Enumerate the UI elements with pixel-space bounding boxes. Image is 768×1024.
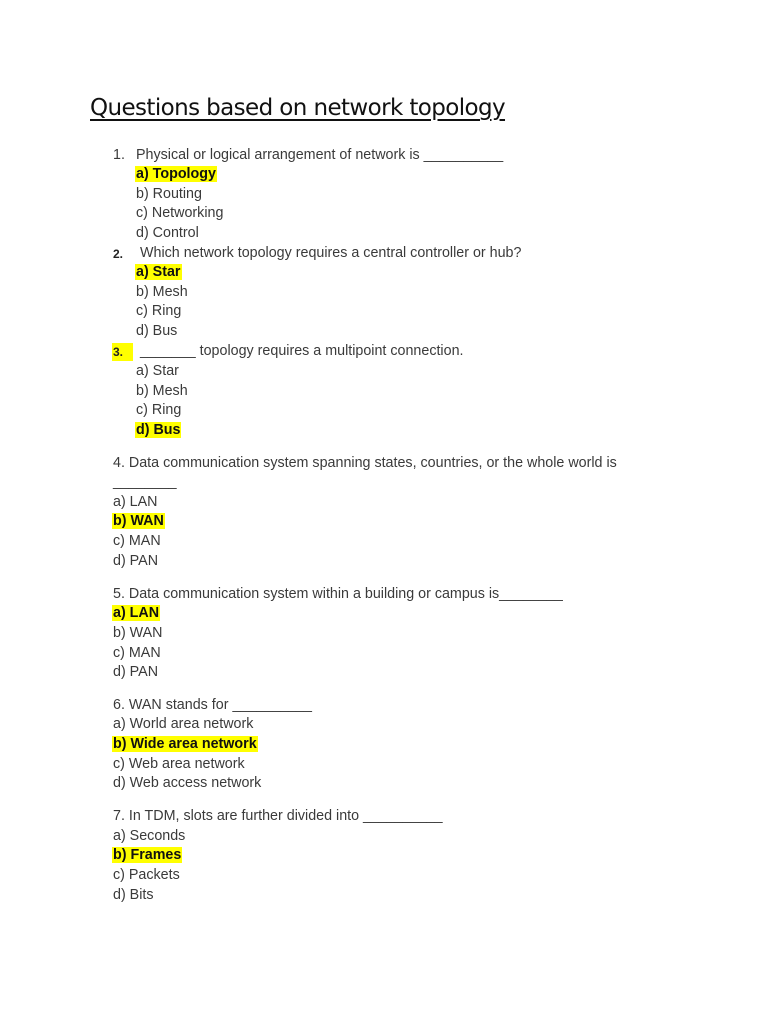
question-text: Physical or logical arrangement of network is __________: [136, 147, 504, 163]
answer-option: c) Web area network: [113, 756, 245, 772]
answer-option: c) Networking: [136, 205, 224, 221]
answer-option: a) Star: [136, 363, 179, 379]
answer-option-correct: b) WAN: [113, 513, 164, 529]
answer-option: d) Bus: [136, 323, 178, 339]
question-text: 5. Data communication system within a building or campus is________: [113, 586, 563, 602]
answer-option-correct: a) Star: [136, 264, 181, 280]
question-number: 3.: [112, 343, 133, 361]
answer-option: b) Routing: [136, 186, 202, 202]
answer-option: d) Bits: [113, 887, 154, 903]
answer-option: c) Ring: [136, 402, 182, 418]
answer-option: a) Seconds: [113, 828, 186, 844]
answer-option-correct: b) Frames: [113, 847, 182, 863]
answer-option: c) MAN: [113, 533, 161, 549]
question-blank: ________: [113, 474, 177, 490]
answer-option: b) Mesh: [136, 383, 188, 399]
question-text: Which network topology requires a central controller or hub?: [140, 245, 522, 261]
question-text: 4. Data communication system spanning states, countries, or the whole world is: [113, 455, 617, 471]
answer-option: d) PAN: [113, 664, 159, 680]
answer-option: c) Ring: [136, 303, 182, 319]
answer-option: d) PAN: [113, 553, 159, 569]
answer-option-correct: b) Wide area network: [113, 736, 257, 752]
question-number: 1.: [113, 147, 125, 163]
answer-option: d) Control: [136, 225, 199, 241]
answer-option: a) LAN: [113, 494, 158, 510]
answer-option-correct: a) Topology: [136, 166, 216, 182]
answer-option: c) Packets: [113, 867, 180, 883]
question-text: 7. In TDM, slots are further divided into __________: [113, 808, 443, 824]
answer-option: b) WAN: [113, 625, 163, 641]
answer-option: d) Web access network: [113, 775, 262, 791]
answer-option: a) World area network: [113, 716, 254, 732]
answer-option: b) Mesh: [136, 284, 188, 300]
answer-option-correct: a) LAN: [113, 605, 160, 621]
answer-option: c) MAN: [113, 645, 161, 661]
page-title: Questions based on network topology: [90, 95, 506, 121]
answer-option-correct: d) Bus: [136, 422, 181, 438]
question-number: 2.: [113, 247, 124, 261]
question-text: _______ topology requires a multipoint connection.: [140, 343, 464, 359]
question-text: 6. WAN stands for __________: [113, 697, 312, 713]
